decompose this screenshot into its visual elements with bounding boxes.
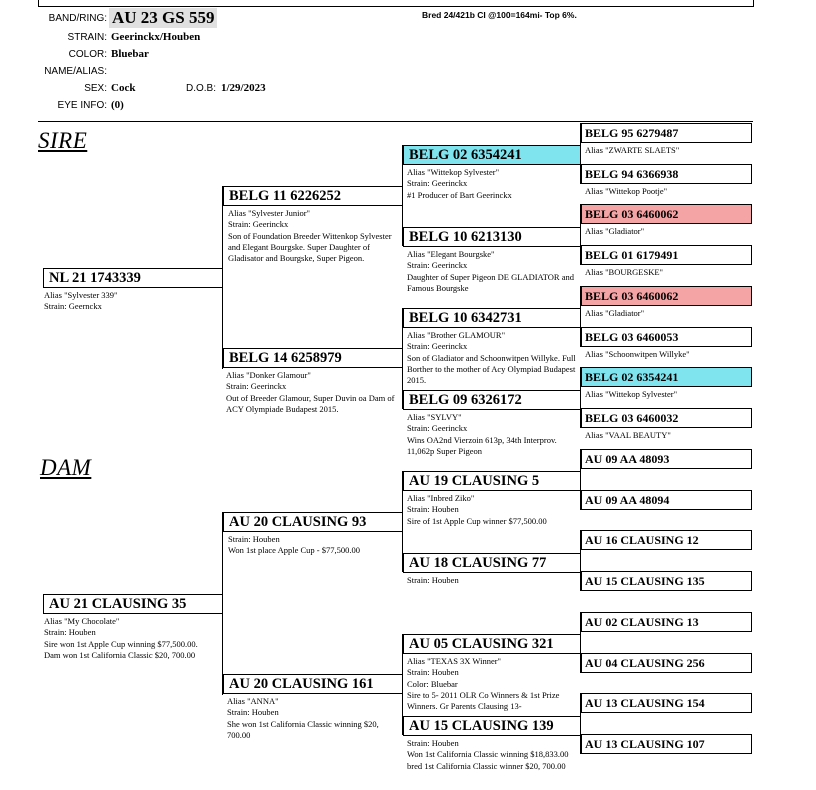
header-divider xyxy=(38,121,753,122)
gen2-notes-4: Alias "ANNA" Strain: Houben She won 1st California Classic winning $20, 700.00 xyxy=(227,696,379,740)
subject-band: AU 23 GS 559 xyxy=(109,8,217,28)
gen2-band-4: AU 20 CLAUSING 161 xyxy=(223,674,403,694)
color-value: Bluebar xyxy=(111,48,149,60)
gen4-band-10: AU 09 AA 48094 xyxy=(581,490,752,510)
gen4-band-6: BELG 03 6460053 xyxy=(581,327,752,347)
name-label: NAME/ALIAS: xyxy=(44,66,107,77)
dob-value: 1/29/2023 xyxy=(221,82,266,94)
gen4-band-8: BELG 03 6460032 xyxy=(581,408,752,428)
gen3-notes-5: Alias "Inbred Ziko" Strain: Houben Sire of 1st Apple Cup winner $77,500.00 xyxy=(407,493,547,526)
color-label: COLOR: xyxy=(68,49,107,60)
dam-heading: DAM xyxy=(40,455,92,480)
sire-notes: Alias "Sylvester 339" Strain: Geernckx xyxy=(44,290,118,312)
gen3-notes-7: Alias "TEXAS 3X Winner" Strain: Houben Color: Bluebar Sire to 5- 2011 OLR Co Winners & 1st Prize Winners. Gr Parents Clausing 13- xyxy=(407,656,560,712)
gen3-band-3: BELG 10 6342731 xyxy=(403,308,581,328)
eye-label: EYE INFO: xyxy=(57,100,107,111)
gen2-notes-2: Alias "Donker Glamour" Strain: Geerinckx Out of Breeder Glamour, Super Duvin oa Dam of ACY Olympiade Budapest 2015. xyxy=(226,370,395,414)
gen4-alias-4: Alias "BOURGESKE" xyxy=(585,267,664,277)
sex-label: SEX: xyxy=(84,83,107,94)
gen4-alias-2: Alias "Wittekop Pootje" xyxy=(585,186,668,196)
gen4-band-14: AU 04 CLAUSING 256 xyxy=(581,653,752,673)
dam-notes: Alias "My Chocolate" Strain: Houben Sire won 1st Apple Cup winning $77,500.00. Dam won 1st California Classic $20, 700.00 xyxy=(44,616,198,660)
gen4-band-11: AU 16 CLAUSING 12 xyxy=(581,530,752,550)
gen4-band-1: BELG 95 6279487 xyxy=(581,123,752,143)
gen4-band-12: AU 15 CLAUSING 135 xyxy=(581,571,752,591)
gen3-band-7: AU 05 CLAUSING 321 xyxy=(403,634,581,654)
gen2-notes-1: Alias "Sylvester Junior" Strain: Geerinckx Son of Foundation Breeder Wittenkop Sylvester and Elegant Bourgske. Super Daughter of Gladisator and Bourgske, Super Pigeon. xyxy=(228,208,392,264)
top-frame-right xyxy=(753,0,754,7)
band-label: BAND/RING: xyxy=(48,13,107,24)
strain-value: Geerinckx/Houben xyxy=(111,31,201,43)
gen4-alias-6: Alias "Schoonwitpen Willyke" xyxy=(585,349,690,359)
gen3-notes-1: Alias "Wittekop Sylvester" Strain: Geerinckx #1 Producer of Bart Geerinckx xyxy=(407,167,512,200)
gen4-alias-7: Alias "Wittekop Sylvester" xyxy=(585,389,678,399)
sex-value: Cock xyxy=(111,82,136,94)
gen4-band-3: BELG 03 6460062 xyxy=(581,204,752,224)
gen4-band-5: BELG 03 6460062 xyxy=(581,286,752,306)
gen4-band-16: AU 13 CLAUSING 107 xyxy=(581,734,752,754)
gen3-notes-8: Strain: Houben Won 1st California Classic winning $18,833.00 bred 1st California Classic winner $20, 700.00 xyxy=(407,738,569,771)
sire-band: NL 21 1743339 xyxy=(43,268,223,288)
gen2-band-2: BELG 14 6258979 xyxy=(223,348,403,368)
gen4-alias-8: Alias "VAAL BEAUTY" xyxy=(585,430,671,440)
gen3-notes-4: Alias "SYLVY" Strain: Geerinckx Wins OA2nd Vierzoin 613p, 34th Interprov. 11,062p Super Pigeon xyxy=(407,412,557,456)
top-frame-line xyxy=(38,6,753,7)
gen3-band-6: AU 18 CLAUSING 77 xyxy=(403,553,581,573)
gen4-band-2: BELG 94 6366938 xyxy=(581,164,752,184)
gen2-band-1: BELG 11 6226252 xyxy=(223,186,403,206)
gen3-notes-3: Alias "Brother GLAMOUR" Strain: Geerinckx Son of Gladiator and Schoonwitpen Willyke. Full Borther to the mother of Acy Olympiad Budapest 2015. xyxy=(407,330,576,386)
gen3-band-8: AU 15 CLAUSING 139 xyxy=(403,716,581,736)
dam-band: AU 21 CLAUSING 35 xyxy=(43,594,223,614)
eye-value: (0) xyxy=(111,99,124,111)
top-frame-left xyxy=(38,0,39,7)
gen3-band-1: BELG 02 6354241 xyxy=(403,145,581,165)
bred-note: Bred 24/421b CI @100=164mi- Top 6%. xyxy=(422,10,577,20)
dob-label: D.O.B: xyxy=(186,83,217,94)
gen4-band-15: AU 13 CLAUSING 154 xyxy=(581,693,752,713)
gen2-band-3: AU 20 CLAUSING 93 xyxy=(223,512,403,532)
gen2-notes-3: Strain: Houben Won 1st place Apple Cup - $77,500.00 xyxy=(228,534,360,556)
gen4-band-9: AU 09 AA 48093 xyxy=(581,449,752,469)
gen3-notes-2: Alias "Elegant Bourgske" Strain: Geerinckx Daughter of Super Pigeon DE GLADIATOR and Famous Bourgske xyxy=(407,249,574,293)
gen3-band-5: AU 19 CLAUSING 5 xyxy=(403,471,581,491)
strain-label: STRAIN: xyxy=(67,32,107,43)
gen3-band-2: BELG 10 6213130 xyxy=(403,227,581,247)
gen4-band-13: AU 02 CLAUSING 13 xyxy=(581,612,752,632)
sire-heading: SIRE xyxy=(38,128,88,153)
gen4-band-7: BELG 02 6354241 xyxy=(581,367,752,387)
gen4-alias-1: Alias "ZWARTE SLAETS" xyxy=(585,145,680,155)
gen4-band-4: BELG 01 6179491 xyxy=(581,245,752,265)
gen4-alias-3: Alias "Gladiator" xyxy=(585,226,645,236)
gen3-band-4: BELG 09 6326172 xyxy=(403,390,581,410)
gen3-notes-6: Strain: Houben xyxy=(407,575,459,585)
gen4-alias-5: Alias "Gladiator" xyxy=(585,308,645,318)
